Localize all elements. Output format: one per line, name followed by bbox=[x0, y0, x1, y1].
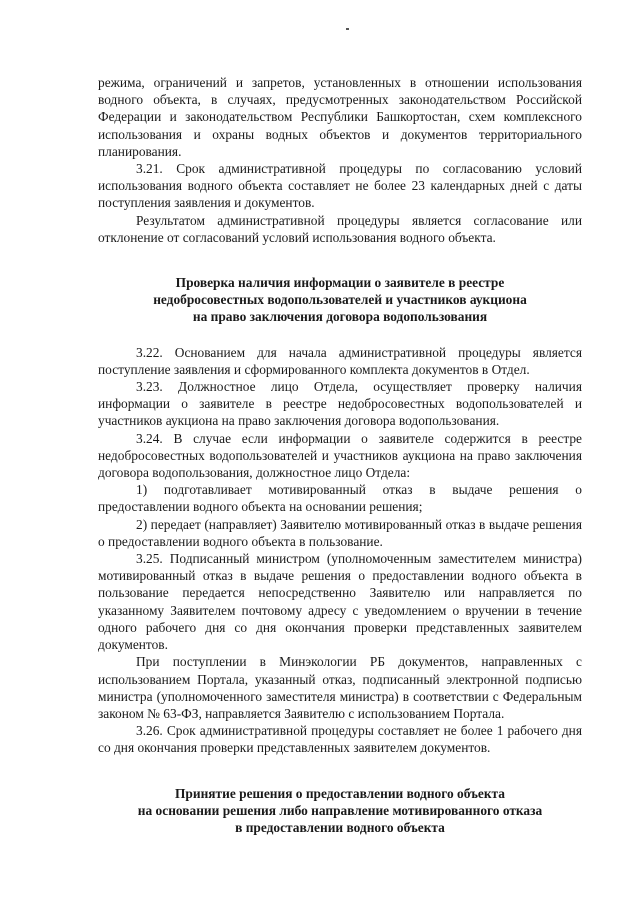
paragraph-3-21: 3.21. Срок административной процедуры по согласованию условий использования водного объекта составляет не более 23 календарных дней с даты поступления заявления и документов. bbox=[98, 161, 582, 211]
heading-line: Принятие решения о предоставлении водного объекта bbox=[175, 785, 505, 801]
paragraph-3-24: 3.24. В случае если информации о заявителе содержится в реестре недобросовестных водопользователей и участников аукциона на право заключения договора водопользования, должностное лицо Отдела: bbox=[98, 430, 582, 481]
section-heading-registry-check bbox=[98, 274, 582, 326]
paragraph-portal: При поступлении в Минэкологии РБ документов, направленных с использованием Портала, указанный отказ, подписанный электронной подписью министра (уполномоченного заместителя министра) в соответствии с Федеральным законом № 63-ФЗ, направляется Заявителю с использованием Портала. bbox=[98, 654, 582, 721]
heading-line: в предоставлении водного объекта bbox=[235, 819, 445, 835]
paragraph-3-22: 3.22. Основанием для начала административной процедуры является поступление заявления и сформированного комплекта документов в Отдел. bbox=[98, 344, 582, 377]
paragraph-3-26: 3.26. Срок административной процедуры составляет не более 1 рабочего дня со дня окончания проверки представленных заявителем документов. bbox=[98, 723, 582, 756]
paragraph-intro: режима, ограничений и запретов, установленных в отношении использования водного объекта, в случаях, предусмотренных законодательством Российской Федерации и законодательством Республики Башкортостан, схем комплексного использования и охраны водных объектов и документов территориального планирования. bbox=[98, 75, 582, 159]
heading-line: на основании решения либо направление мотивированного отказа bbox=[137, 802, 543, 818]
paragraph-3-25: 3.25. Подписанный министром (уполномоченным заместителем министра) мотивированный отказ в выдаче решения о предоставлении водного объекта в пользование передается непосредственно Заявителю или направляется по указанному Заявителем почтовому адресу с уведомлением о вручении в течение одного рабочего дня со дня окончания проверки представленных заявителем документов. bbox=[98, 551, 582, 653]
heading-line: недобросовестных водопользователей и участников аукциона bbox=[153, 292, 527, 308]
heading-line: на право заключения договора водопользования bbox=[192, 309, 488, 325]
section-heading-decision bbox=[98, 785, 582, 837]
paragraph-result: Результатом административной процедуры является согласование или отклонение от согласований условий использования водного объекта. bbox=[98, 212, 582, 245]
list-item-1: 1) подготавливает мотивированный отказ в выдаче решения о предоставлении водного объекта на основании решения; bbox=[98, 482, 582, 515]
heading-line: Проверка наличия информации о заявителе в реестре bbox=[175, 275, 505, 291]
paragraph-3-23: 3.23. Должностное лицо Отдела, осуществляет проверку наличия информации о заявителе в реестре недобросовестных водопользователей и участников аукциона на право заключения договора водопользования. bbox=[98, 379, 582, 429]
document-body bbox=[98, 74, 582, 836]
scan-mark bbox=[346, 28, 349, 30]
list-item-2: 2) передает (направляет) Заявителю мотивированный отказ в выдаче решения о предоставлении водного объекта в пользование. bbox=[98, 516, 582, 549]
